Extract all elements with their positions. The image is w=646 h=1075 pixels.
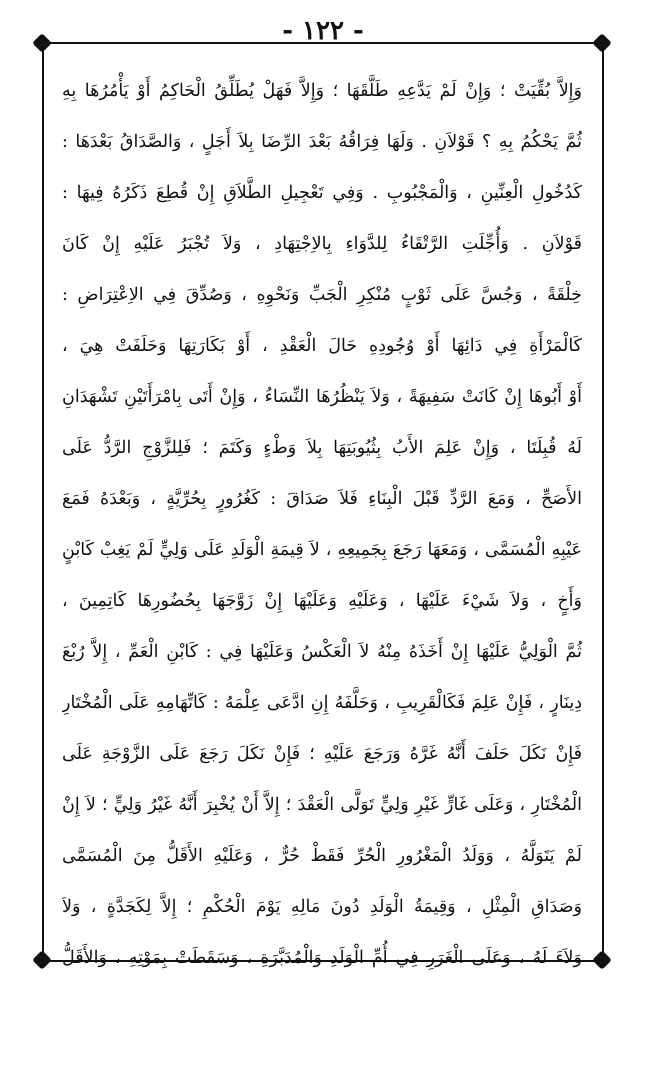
text-line: لَهُ قُبِلَتَا ، وَإِنْ عَلِمَ الأَبُ بِثُيُوبَتِهَا بِلاَ وَطْءٍ وَكَتَمَ ؛ فَلِلزَّوْجِ الرَّدُّ عَلَى [62,438,582,458]
text-line: وَصَدَاقِ الْمِثْلِ ، وَقِيمَةُ الْوَلَدِ دُونَ مَالِهِ يَوْمَ الْحُكْمِ ؛ إِلاَّ لِكَجَدَّةٍ ، وَلاَ [62,897,582,917]
text-line: عَيْبِهِ الْمُسَمَّى ، وَمَعَهَا رَجَعَ بِجَمِيعِهِ ، لاَ قِيمَةِ الْوَلَدِ عَلَى وَلِيٍّ لَمْ يَغِبْ كَابْنٍ [62,540,582,560]
text-line: ثُمَّ يَحْكُمُ بِهِ ؟ قَوْلاَنِ . وَلَهَا فِرَاقُهُ بَعْدَ الرِّضَا بِلاَ أَجَلٍ ، وَالصَّدَاقُ بَعْدَهَا : [62,132,582,152]
text-line: كَدُخُولِ الْعِنِّينِ ، وَالْمَجْبُوبِ . وَفِي تَعْجِيلِ الطَّلاَقِ إِنْ قُطِعَ ذَكَرُهُ فِيهَا : [62,183,582,203]
text-line: وَأَخٍ ، وَلاَ شَيْءَ عَلَيْهَا ، وَعَلَيْهِ وَعَلَيْهَا إِنْ زَوَّجَهَا بِحُضُورِهَا كَاتِمِينَ ، [62,591,582,611]
text-line: الأَصَحِّ ، وَمَعَ الرَّدِّ قَبْلَ الْبِنَاءِ فَلاَ صَدَاقَ : كَغُرُورٍ بِحُرِّيَّةٍ ، وَبَعْدَهُ فَمَعَ [62,489,582,509]
text-line: وَلاَءَ لَهُ ، وَعَلَى الْغَرَرِ فِي أُمِّ الْوَلَدِ وَالْمُدَبَّرَةِ ، وَسَقَطَتْ بِمَوْتِهِ ، وَالأَقَلُّ [62,948,582,968]
text-line: وَإِلاَّ بُقِّيَتْ ؛ وَإِنْ لَمْ يَدَّعِهِ طَلَّقَهَا ؛ وَإِلاَّ فَهَلْ يُطَلِّقُ الْحَاكِمُ أَوْ يَأْمُرُهَا بِهِ [62,81,582,101]
top-rule [42,42,602,44]
page-number: - ١٢٢ - [282,16,364,46]
text-line: كَالْمَرْأَةِ فِي دَائِهَا أَوْ وُجُودِهِ حَالَ الْعَقْدِ ، أَوْ بَكَارَتِهَا وَحَلَفَتْ هِيَ ، [62,336,582,356]
text-line: أَوْ أَبُوهَا إِنْ كَانَتْ سَفِيهَةً ، وَلاَ يَنْظُرُهَا النِّسَاءُ ، وَإِنْ أَتَى بِامْرَأَتَيْنِ تَشْهَدَانِ [62,387,582,407]
text-line: فَإِنْ نَكَلَ حَلَفَ أَنَّهُ غَرَّهُ وَرَجَعَ عَلَيْهِ ؛ فَإِنْ نَكَلَ رَجَعَ عَلَى الزَّوْجَةِ عَلَى [62,744,582,764]
body-text [62,66,582,984]
text-line: خِلْقَةً ، وَجُسَّ عَلَى ثَوْبٍ مُنْكِرِ الْجَبِّ وَنَحْوِهِ ، وَصُدِّقَ فِي الاِعْتِرَاضِ : [62,285,582,305]
text-line: لَمْ يَتَوَلَّهُ ، وَوَلَدُ الْمَغْرُورِ الْحُرِّ فَقَطْ حُرٌّ ، وَعَلَيْهِ الأَقَلُّ مِنَ الْمُسَمَّى [62,846,582,866]
text-line: الْمُخْتَارِ ، وَعَلَى غَارٍّ غَيْرِ وَلِيٍّ تَوَلَّى الْعَقْدَ ؛ إِلاَّ أَنْ يُخْبِرَ أَنَّهُ غَيْرُ وَلِيٍّ ؛ لاَ إِنْ [62,795,582,815]
text-line: قَوْلاَنِ . وَأُجِّلَتِ الرَّتْقَاءُ لِلدَّوَاءِ بِالاِجْتِهَادِ ، وَلاَ تُجْبَرُ عَلَيْهِ إِنْ كَانَ [62,234,582,254]
text-line: دِينَارٍ ، فَإِنْ عَلِمَ فَكَالْقَرِيبِ ، وَحَلَّفَهُ إِنِ ادَّعَى عِلْمَهُ : كَاتِّهَامِهِ عَلَى الْمُخْتَارِ [62,693,582,713]
text-line: ثُمَّ الْوَلِيُّ عَلَيْهَا إِنْ أَخَذَهُ مِنْهُ لاَ الْعَكْسُ وَعَلَيْهَا فِي : كَابْنِ الْعَمِّ ، إِلاَّ رُبْعَ [62,642,582,662]
